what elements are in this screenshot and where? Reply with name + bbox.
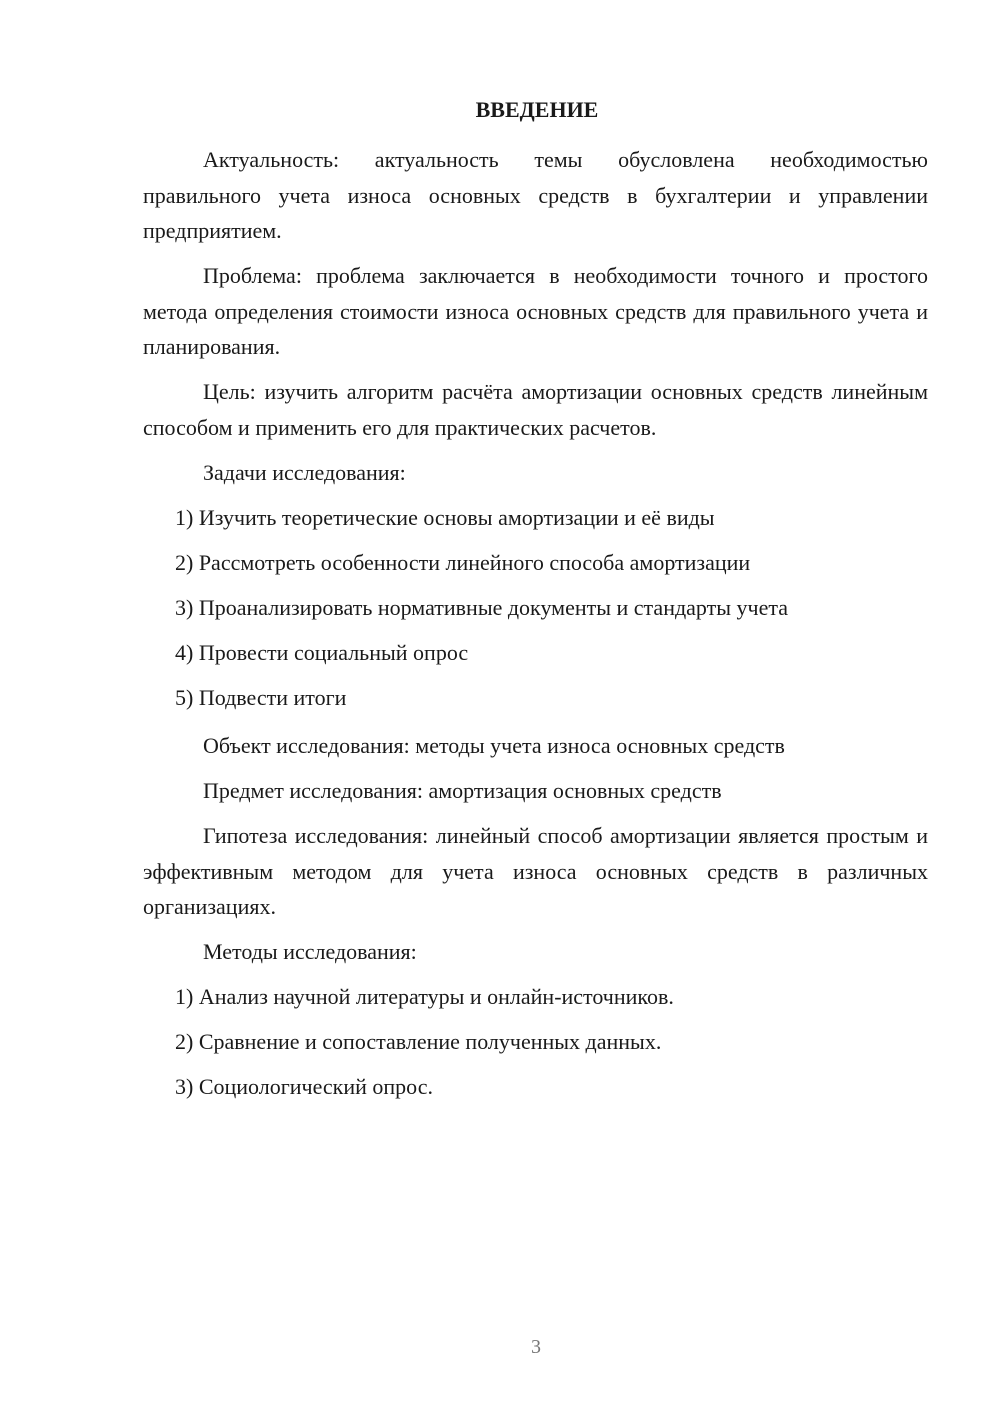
task-item-3: 3) Проанализировать нормативные документы и стандарты учета bbox=[175, 595, 789, 620]
methods-heading: Методы исследования: bbox=[203, 939, 417, 964]
object-paragraph: Объект исследования: методы учета износа основных средств bbox=[203, 733, 785, 758]
problem-paragraph: Проблема: проблема заключается в необходимости точного и простого метода определения стоимости износа основных средств для правильного учета и планирования. bbox=[143, 263, 928, 359]
page-title: ВВЕДЕНИЕ bbox=[475, 97, 599, 122]
subject-paragraph: Предмет исследования: амортизация основных средств bbox=[203, 778, 722, 803]
task-item-2: 2) Рассмотреть особенности линейного способа амортизации bbox=[175, 550, 751, 575]
task-item-5: 5) Подвести итоги bbox=[175, 685, 347, 710]
relevance-paragraph: Актуальность: актуальность темы обусловлена необходимостью правильного учета износа основных средств в бухгалтерии и управлении предприятием. bbox=[143, 147, 928, 243]
page-number: 3 bbox=[531, 1336, 541, 1358]
method-item-2: 2) Сравнение и сопоставление полученных данных. bbox=[175, 1029, 662, 1054]
hypothesis-paragraph: Гипотеза исследования: линейный способ амортизации является простым и эффективным методом для учета износа основных средств в различных организациях. bbox=[143, 823, 928, 919]
goal-paragraph: Цель: изучить алгоритм расчёта амортизации основных средств линейным способом и применить его для практических расчетов. bbox=[143, 379, 928, 440]
task-item-1: 1) Изучить теоретические основы амортизации и её виды bbox=[175, 505, 715, 530]
method-item-3: 3) Социологический опрос. bbox=[175, 1074, 433, 1099]
task-item-4: 4) Провести социальный опрос bbox=[175, 640, 469, 665]
method-item-1: 1) Анализ научной литературы и онлайн-источников. bbox=[175, 984, 674, 1009]
tasks-heading: Задачи исследования: bbox=[203, 460, 406, 485]
